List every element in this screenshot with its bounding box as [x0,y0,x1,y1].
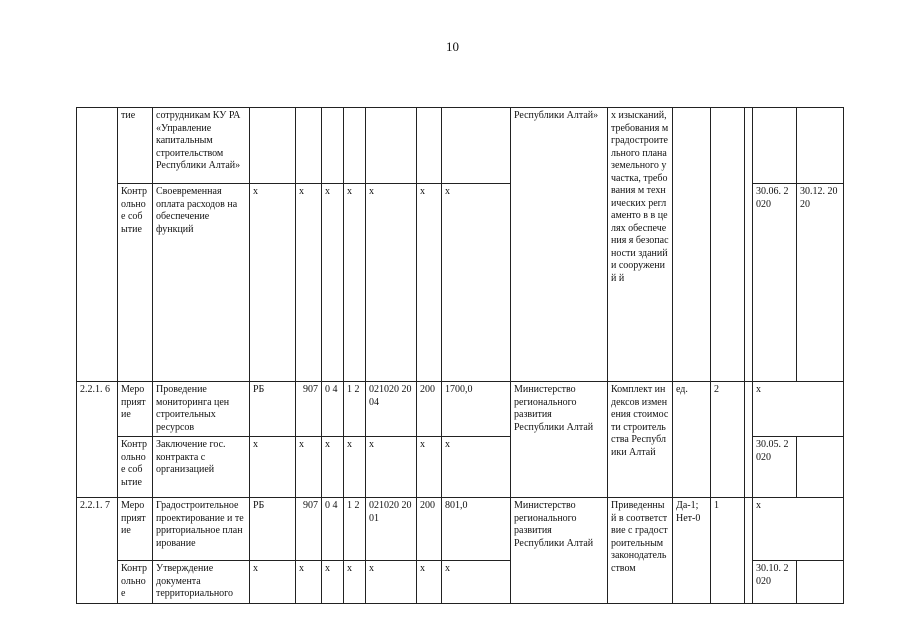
event-name-cell: сотрудникам КУ РА «Управление капитальным строительством Республики Алтай» [153,108,250,184]
cell: х [344,561,366,604]
cell [417,108,442,184]
cell: х [250,437,296,498]
cell: х [417,437,442,498]
unit-cell [673,108,711,382]
value-cell: 2 [711,382,745,498]
unit-cell: ед. [673,382,711,498]
start-date-cell [753,108,797,184]
cell: х [296,561,322,604]
cell: РБ [250,382,296,437]
event-name-cell: Заключение гос. контракта с организацией [153,437,250,498]
spacer-cell [745,108,753,382]
cell: х [442,561,511,604]
cell: 200 [417,498,442,561]
cell: х [322,561,344,604]
program-table [76,107,844,604]
event-name-cell: Своевременная оплата расходов на обеспечение функций [153,184,250,382]
end-date-cell [797,561,844,604]
end-date-cell [797,437,844,498]
cell: 907 [296,498,322,561]
cell: 021020 2001 [366,498,417,561]
event-type-cell: Мероприятие [118,498,153,561]
cell: х [344,184,366,382]
cell: х [296,184,322,382]
cell: 0 4 [322,382,344,437]
start-date-cell: х [753,498,844,561]
event-type-cell: тие [118,108,153,184]
cell: х [442,184,511,382]
event-type-cell: Контрольное событие [118,184,153,382]
cell: РБ [250,498,296,561]
event-type-cell: Мероприятие [118,382,153,437]
cell [344,108,366,184]
row-number-cell: 2.2.1. 6 [77,382,118,498]
event-name-cell: Проведение мониторинга цен строительных ресурсов [153,382,250,437]
table-row [77,108,844,184]
cell: х [296,437,322,498]
cell: 1700,0 [442,382,511,437]
unit-cell: Да-1; Нет-0 [673,498,711,604]
cell: х [442,437,511,498]
cell: 1 2 [344,498,366,561]
cell: х [322,437,344,498]
cell [322,108,344,184]
cell: 907 [296,382,322,437]
indicator-cell: Приведенный в соответствие с градостроительным законодательством [608,498,673,604]
table-row [77,498,844,561]
start-date-cell: 30.10. 2020 [753,561,797,604]
start-date-cell: 30.05. 2020 [753,437,797,498]
spacer-cell [745,498,753,604]
cell [250,108,296,184]
cell: х [250,184,296,382]
indicator-cell: Комплект индексов изменения стоимости строительства Республики Алтай [608,382,673,498]
spacer-cell [745,382,753,498]
event-name-cell: Градостроительное проектирование и территориальное планирование [153,498,250,561]
start-date-cell: х [753,382,844,437]
event-type-cell: Контрольное [118,561,153,604]
value-cell [711,108,745,382]
table-row [77,382,844,437]
cell: 200 [417,382,442,437]
end-date-cell: 30.12. 2020 [797,184,844,382]
event-name-cell: Утверждение документа территориального [153,561,250,604]
cell [442,108,511,184]
cell: х [366,184,417,382]
value-cell: 1 [711,498,745,604]
executor-cell: Республики Алтай» [511,108,608,382]
cell: 1 2 [344,382,366,437]
executor-cell: Министерство регионального развития Республики Алтай [511,382,608,498]
indicator-cell: х изысканий, требования м градостроительного плана земельного участка, требования м технических регламенто в в целях обеспечения я безопасности зданий и сооружений й [608,108,673,382]
page-number: 10 [446,39,459,54]
cell [366,108,417,184]
cell: 801,0 [442,498,511,561]
cell: 021020 2004 [366,382,417,437]
cell: х [344,437,366,498]
row-number-cell [77,108,118,382]
cell: х [250,561,296,604]
cell: х [417,561,442,604]
start-date-cell: 30.06. 2020 [753,184,797,382]
cell: х [366,561,417,604]
event-type-cell: Контрольное событие [118,437,153,498]
cell: х [417,184,442,382]
cell: х [322,184,344,382]
end-date-cell [797,108,844,184]
row-number-cell: 2.2.1. 7 [77,498,118,604]
cell: 0 4 [322,498,344,561]
cell: х [366,437,417,498]
executor-cell: Министерство регионального развития Республики Алтай [511,498,608,604]
cell [296,108,322,184]
